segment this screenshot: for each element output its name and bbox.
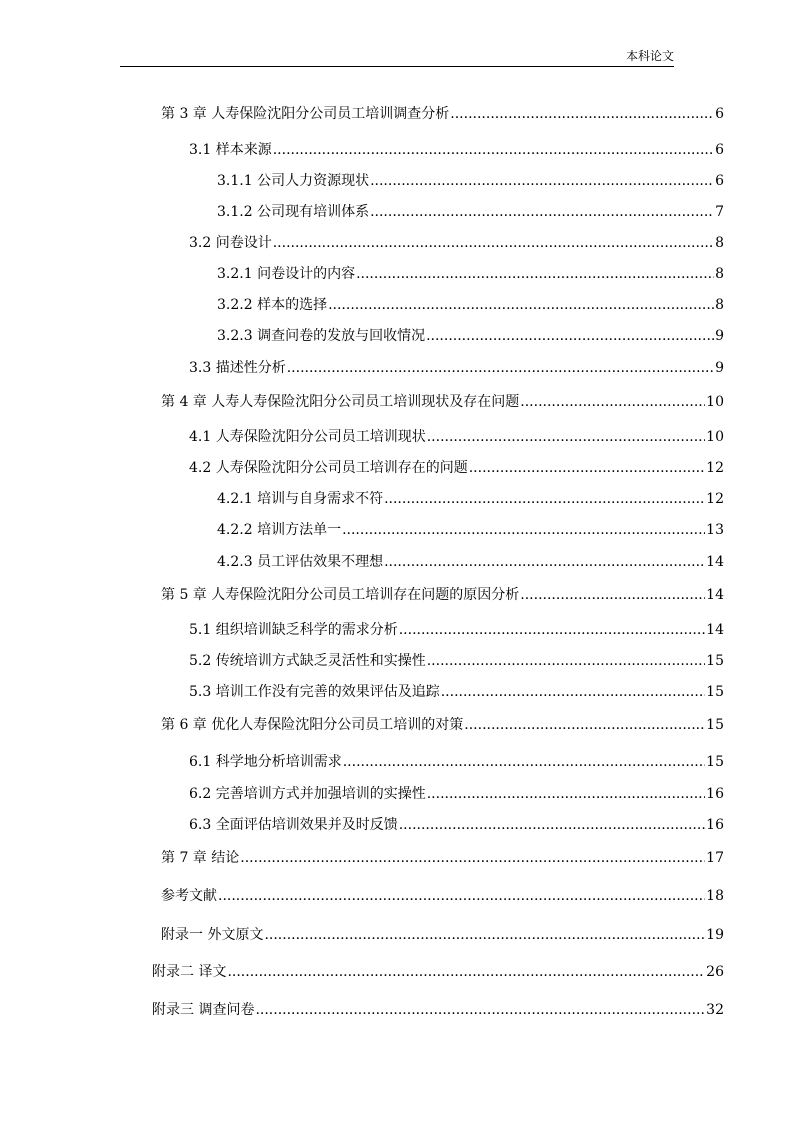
toc-dot-leader [273, 233, 714, 253]
toc-entry-title: 5.1 组织培训缺乏科学的需求分析 [189, 622, 398, 638]
toc-dot-leader [342, 520, 705, 540]
toc-entry-title: 3.2.3 调查问卷的发放与回收情况 [217, 328, 426, 344]
toc-dot-leader [264, 925, 705, 945]
toc-entry-appendix-1[interactable] [161, 925, 724, 945]
toc-dot-leader [370, 202, 714, 222]
toc-entry-4-2-3[interactable] [217, 552, 724, 572]
toc-dot-leader [370, 171, 714, 191]
toc-dot-leader [273, 140, 714, 160]
toc-dot-leader [343, 752, 705, 772]
toc-page-number: 17 [706, 850, 724, 866]
toc-dot-leader [427, 784, 705, 804]
toc-entry-appendix-2[interactable] [152, 962, 724, 982]
toc-entry-title: 6.1 科学地分析培训需求 [189, 754, 342, 770]
toc-entry-3-2-2[interactable] [217, 295, 724, 315]
toc-page-number: 14 [706, 587, 724, 603]
toc-page-number: 15 [706, 653, 724, 669]
toc-dot-leader [287, 358, 714, 378]
toc-entry-5-2[interactable] [189, 651, 724, 671]
toc-entry-5-1[interactable] [189, 620, 724, 640]
toc-page-number: 19 [706, 927, 724, 943]
toc-dot-leader [520, 585, 705, 605]
toc-dot-leader [384, 489, 705, 509]
toc-entry-title: 3.1.1 公司人力资源现状 [217, 173, 370, 189]
toc-entry-title: 3.1 样本来源 [189, 142, 272, 158]
toc-dot-leader [450, 104, 714, 124]
running-header: 本科论文 [625, 49, 674, 63]
toc-entry-title: 3.2.1 问卷设计的内容 [217, 266, 356, 282]
toc-page-number: 8 [715, 235, 724, 251]
toc-page-number: 10 [706, 394, 724, 410]
toc-entry-chapter-7[interactable] [161, 848, 724, 868]
toc-dot-leader [520, 392, 705, 412]
toc-entry-chapter-5[interactable] [161, 585, 724, 605]
toc-entry-title: 附录一 外文原文 [161, 927, 264, 943]
toc-entry-title: 4.2 人寿保险沈阳分公司员工培训存在的问题 [189, 460, 468, 476]
toc-entry-4-2[interactable] [189, 458, 724, 478]
toc-entry-title: 3.2.2 样本的选择 [217, 297, 328, 313]
toc-entry-title: 4.2.1 培训与自身需求不符 [217, 491, 384, 507]
toc-page-number: 18 [706, 888, 724, 904]
toc-entry-chapter-4[interactable] [161, 392, 724, 412]
toc-entry-6-2[interactable] [189, 784, 724, 804]
toc-entry-title: 4.2.3 员工评估效果不理想 [217, 554, 384, 570]
toc-entry-title: 附录三 调查问卷 [152, 1002, 255, 1018]
toc-page-number: 10 [706, 429, 724, 445]
toc-entry-3-2-3[interactable] [217, 326, 724, 346]
toc-page-number: 8 [715, 266, 724, 282]
toc-entry-title: 4.2.2 培训方法单一 [217, 522, 342, 538]
toc-entry-title: 6.3 全面评估培训效果并及时反馈 [189, 817, 398, 833]
toc-entry-title: 参考文献 [161, 888, 217, 904]
header-rule [120, 66, 674, 67]
toc-entry-6-1[interactable] [189, 752, 724, 772]
toc-entry-title: 第 4 章 人寿人寿保险沈阳分公司员工培训现状及存在问题 [161, 394, 520, 410]
toc-entry-chapter-6[interactable] [161, 715, 724, 735]
toc-entry-title: 3.3 描述性分析 [189, 360, 286, 376]
toc-entry-3-2[interactable] [189, 233, 724, 253]
toc-entry-3-3[interactable] [189, 358, 724, 378]
toc-page-number: 13 [706, 522, 724, 538]
toc-entry-title: 附录二 译文 [152, 964, 227, 980]
toc-entry-5-3[interactable] [189, 682, 724, 702]
toc-entry-title: 第 6 章 优化人寿保险沈阳分公司员工培训的对策 [161, 717, 464, 733]
toc-page-number: 14 [706, 554, 724, 570]
toc-dot-leader [255, 1000, 705, 1020]
toc-dot-leader [240, 848, 705, 868]
toc-page-number: 12 [706, 491, 724, 507]
toc-entry-title: 5.3 培训工作没有完善的效果评估及追踪 [189, 684, 440, 700]
toc-entry-title: 3.2 问卷设计 [189, 235, 272, 251]
toc-dot-leader [426, 326, 714, 346]
toc-page-number: 14 [706, 622, 724, 638]
toc-entry-title: 3.1.2 公司现有培训体系 [217, 204, 370, 220]
toc-dot-leader [469, 458, 705, 478]
toc-dot-leader [384, 552, 705, 572]
toc-entry-6-3[interactable] [189, 815, 724, 835]
toc-dot-leader [399, 815, 705, 835]
toc-page-number: 12 [706, 460, 724, 476]
toc-dot-leader [441, 682, 705, 702]
toc-entry-appendix-3[interactable] [152, 1000, 724, 1020]
toc-entry-3-2-1[interactable] [217, 264, 724, 284]
toc-entry-chapter-3[interactable] [161, 104, 724, 124]
toc-entry-title: 5.2 传统培训方式缺乏灵活性和实操性 [189, 653, 426, 669]
toc-entry-4-2-2[interactable] [217, 520, 724, 540]
toc-page-number: 6 [715, 173, 724, 189]
toc-page-number: 9 [715, 360, 724, 376]
toc-entry-4-1[interactable] [189, 427, 724, 447]
toc-page-number: 32 [706, 1002, 724, 1018]
toc-page-number: 16 [706, 786, 724, 802]
toc-page-number: 9 [715, 328, 724, 344]
toc-entry-3-1[interactable] [189, 140, 724, 160]
toc-page-number: 16 [706, 817, 724, 833]
toc-entry-title: 第 3 章 人寿保险沈阳分公司员工培训调查分析 [161, 106, 450, 122]
toc-page-number: 8 [715, 297, 724, 313]
toc-dot-leader [218, 886, 705, 906]
toc-dot-leader [399, 620, 705, 640]
toc-dot-leader [328, 295, 714, 315]
toc-page-number: 6 [715, 142, 724, 158]
toc-entry-title: 第 7 章 结论 [161, 850, 240, 866]
toc-dot-leader [227, 962, 705, 982]
toc-dot-leader [464, 715, 705, 735]
toc-dot-leader [427, 427, 705, 447]
toc-page-number: 7 [715, 204, 724, 220]
toc-entry-3-1-2[interactable] [217, 202, 724, 222]
toc-page-number: 15 [706, 754, 724, 770]
toc-dot-leader [356, 264, 714, 284]
toc-entry-title: 第 5 章 人寿保险沈阳分公司员工培训存在问题的原因分析 [161, 587, 520, 603]
toc-entry-3-1-1[interactable] [217, 171, 724, 191]
toc-page-number: 26 [706, 964, 724, 980]
toc-page-number: 6 [715, 106, 724, 122]
toc-entry-4-2-1[interactable] [217, 489, 724, 509]
toc-page-number: 15 [706, 684, 724, 700]
toc-dot-leader [427, 651, 705, 671]
toc-page-number: 15 [706, 717, 724, 733]
toc-entry-references[interactable] [161, 886, 724, 906]
toc-entry-title: 4.1 人寿保险沈阳分公司员工培训现状 [189, 429, 426, 445]
toc-entry-title: 6.2 完善培训方式并加强培训的实操性 [189, 786, 426, 802]
